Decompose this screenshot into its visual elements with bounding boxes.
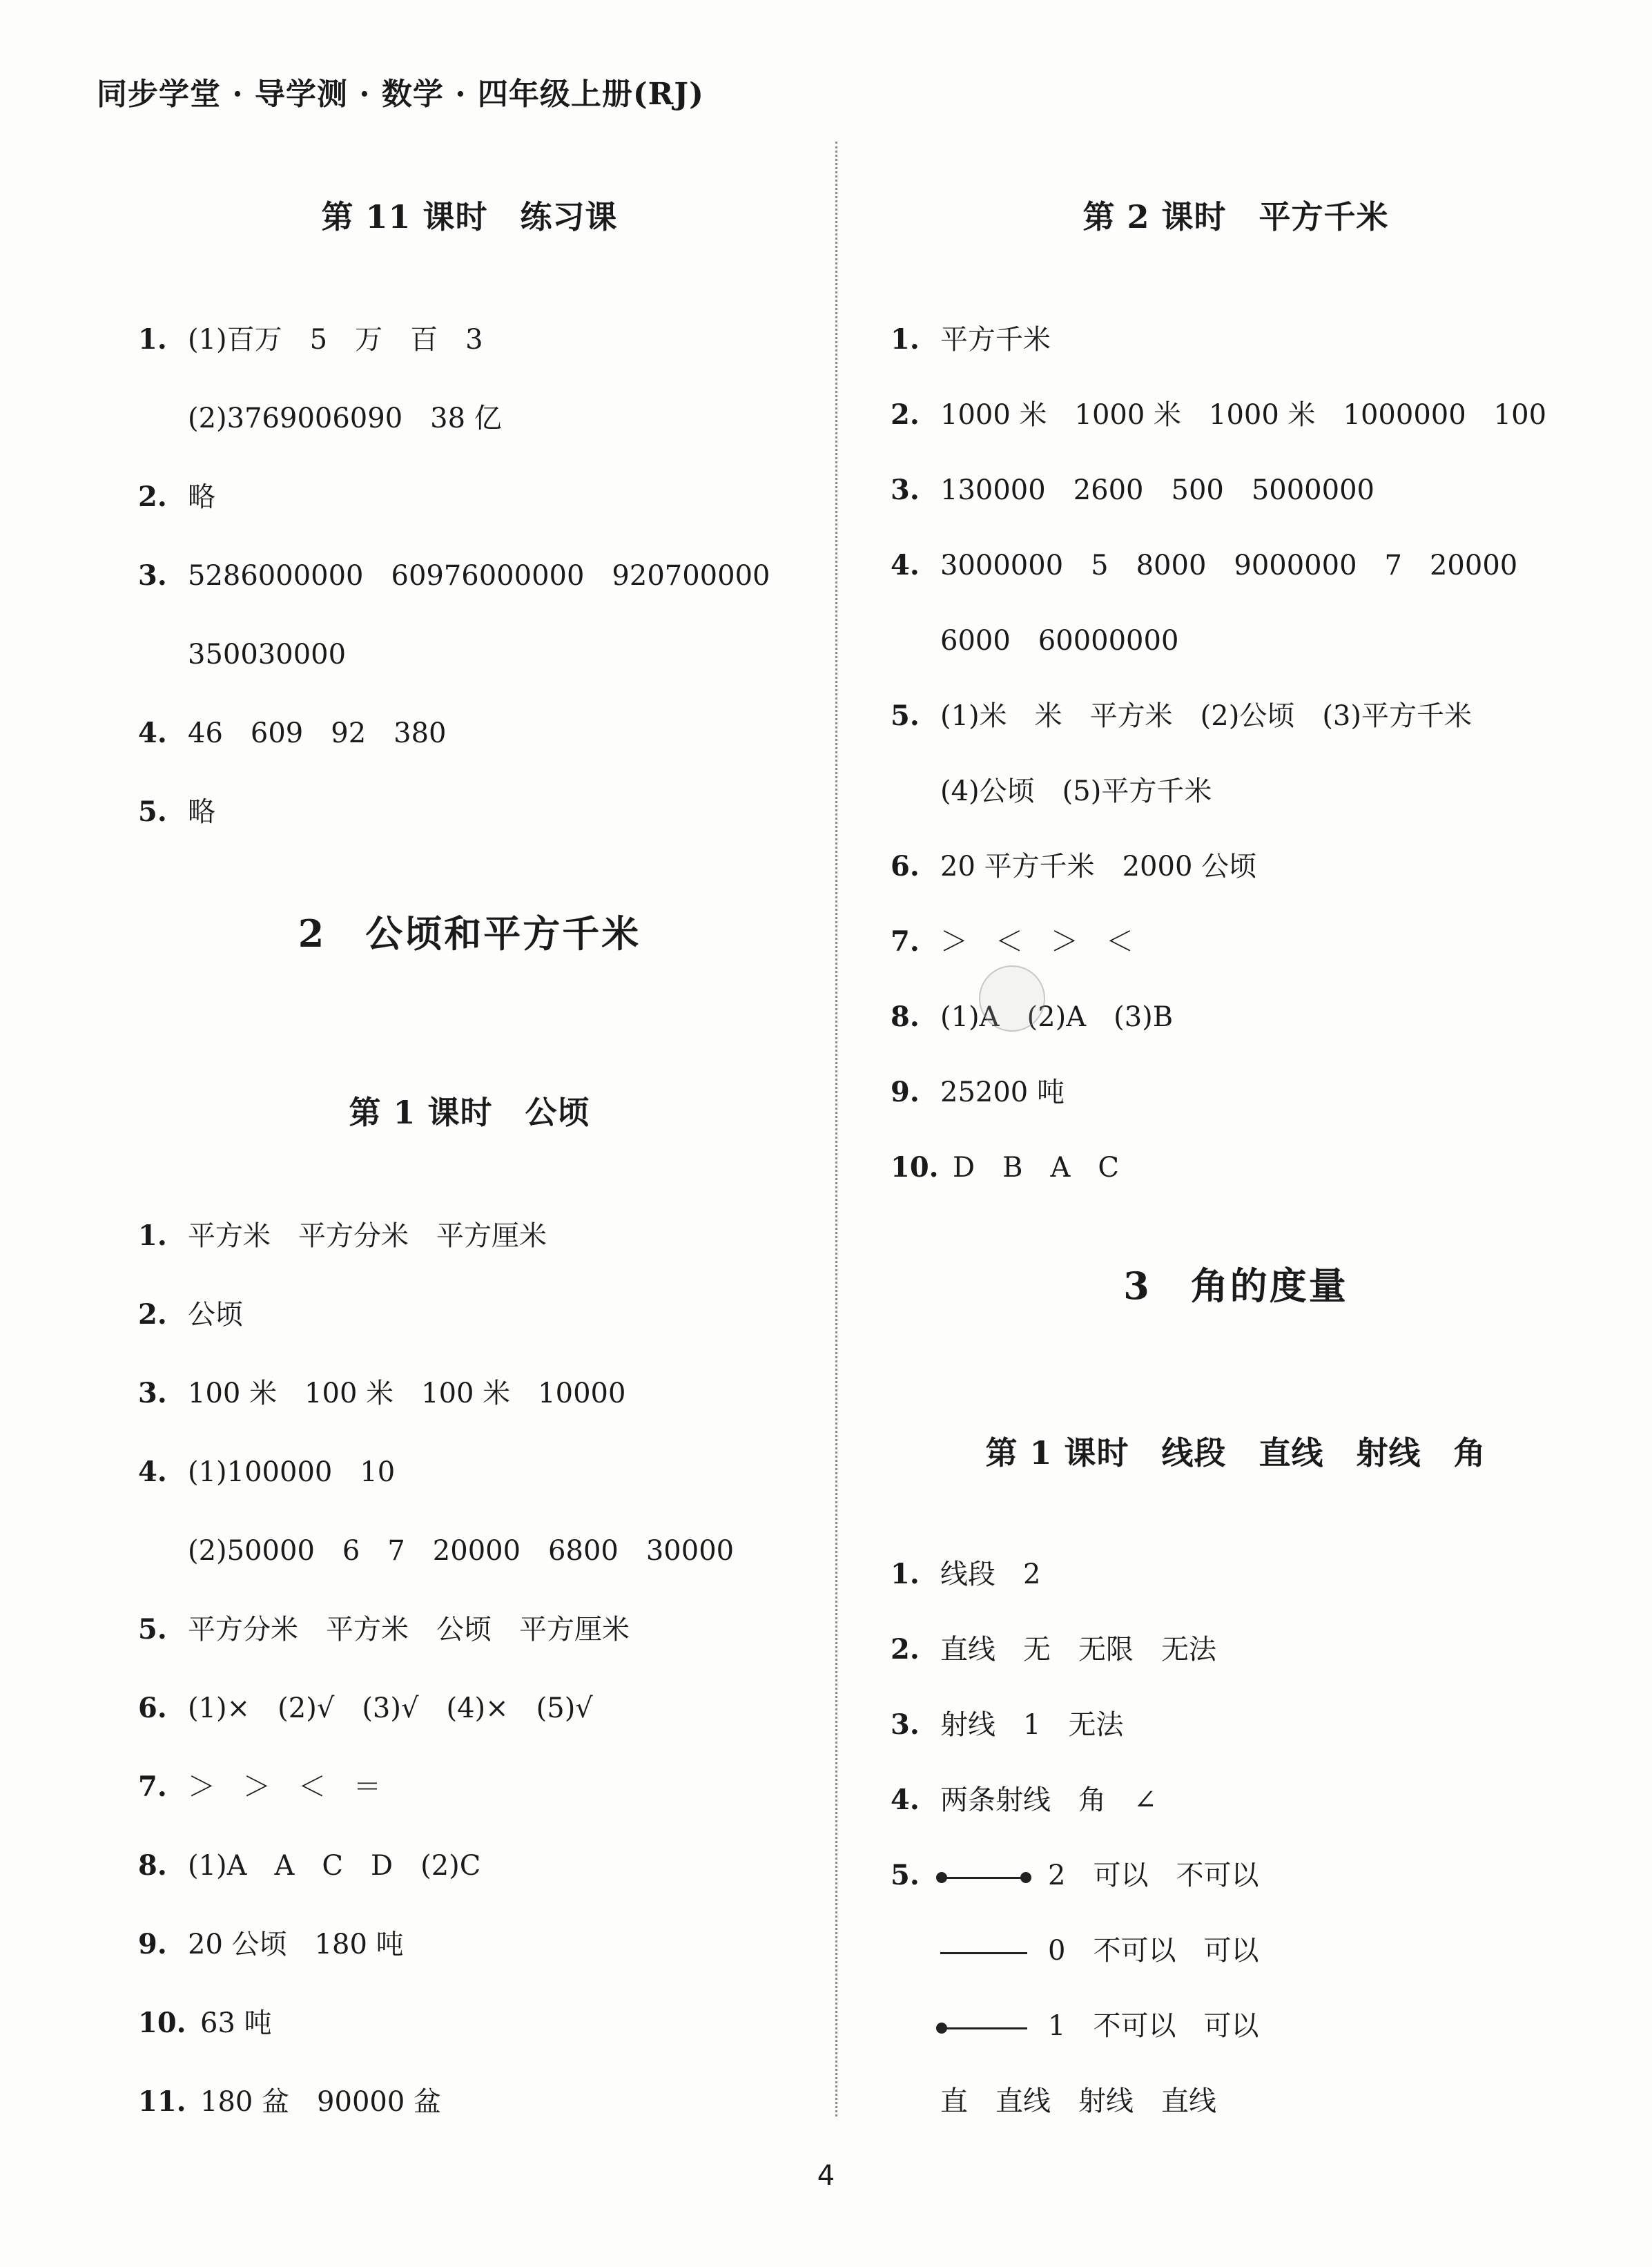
answer-text: 直线 无 无限 无法 xyxy=(940,1634,1216,1666)
lesson-2-1-q1 xyxy=(138,1219,547,1252)
answer-text: 130000 2600 500 5000000 xyxy=(940,474,1374,506)
question-number: 2. xyxy=(138,481,167,513)
lesson-2-1-q6 xyxy=(138,1692,593,1724)
lesson-3-1-title: 第 1 课时 线段 直线 射线 角 xyxy=(985,1434,1486,1472)
answer-text: 180 盆 90000 盆 xyxy=(200,2086,442,2118)
column-divider xyxy=(835,142,837,2116)
question-number: 9. xyxy=(891,1076,920,1108)
answer-text: (1)A (2)A (3)B xyxy=(940,1001,1174,1033)
lesson-2-1-q4 xyxy=(138,1458,395,1486)
answer-text: 1000 米 1000 米 1000 米 1000000 100 xyxy=(940,399,1547,431)
question-number: 5. xyxy=(138,1613,167,1646)
lesson-2-1-title: 第 1 课时 公顷 xyxy=(349,1094,590,1131)
answer-text: 20 平方千米 2000 公顷 xyxy=(940,851,1257,882)
question-number: 3. xyxy=(891,1708,920,1741)
segment-endpoint xyxy=(936,1872,947,1883)
lesson-3-1-q5-ray xyxy=(940,2012,1259,2040)
question-number: 3. xyxy=(891,474,920,506)
lesson-2-1-q3 xyxy=(138,1377,626,1409)
answer-text: (1)米 米 平方米 (2)公顷 (3)平方千米 xyxy=(940,700,1472,732)
answer-text: ＞ ＞ ＜ ＝ xyxy=(188,1771,381,1803)
section-2-title: 2 公顷和平方千米 xyxy=(298,911,641,956)
lesson-11-title: 第 11 课时 练习课 xyxy=(321,198,618,235)
answer-text: 100 米 100 米 100 米 10000 xyxy=(188,1378,626,1409)
question-number: 4. xyxy=(138,1456,167,1488)
question-number: 2. xyxy=(891,398,920,431)
lesson-2-2-q10 xyxy=(891,1151,1119,1184)
lesson-2-2-q9 xyxy=(891,1076,1065,1108)
question-number: 7. xyxy=(138,1771,167,1803)
running-header: 同步学堂 · 导学测 · 数学 · 四年级上册(RJ) xyxy=(97,77,704,112)
question-number: 2. xyxy=(138,1298,167,1331)
lesson-2-2-q4-continued: 6000 60000000 xyxy=(940,625,1179,657)
lesson-2-2-title: 第 2 课时 平方千米 xyxy=(1082,198,1389,235)
answer-text: 5286000000 60976000000 920700000 xyxy=(188,560,770,592)
lesson-2-1-q7 xyxy=(138,1773,381,1801)
question-number: 1. xyxy=(138,1219,167,1252)
question-number: 4. xyxy=(891,1784,920,1816)
answer-text: (1)A A C D (2)C xyxy=(188,1850,481,1882)
lesson-2-1-q2 xyxy=(138,1298,243,1331)
lesson-2-1-q11 xyxy=(138,2085,442,2118)
lesson-3-1-q2 xyxy=(891,1633,1216,1666)
lesson-2-1-q5 xyxy=(138,1613,630,1646)
lesson-2-2-q3 xyxy=(891,476,1374,504)
question-number: 1. xyxy=(138,323,167,356)
answer-text: 略 xyxy=(188,481,215,513)
lesson-2-2-q5 xyxy=(891,702,1472,730)
answer-text: 46 609 92 380 xyxy=(188,717,447,749)
answer-text: 公顷 xyxy=(188,1299,243,1331)
line-segment-figure xyxy=(940,1877,1027,1879)
question-number: 11. xyxy=(138,2085,186,2118)
question-number: 5. xyxy=(138,795,167,828)
lesson-2-2-q7 xyxy=(891,925,1134,958)
answer-text: (1)百万 5 万 百 3 xyxy=(188,324,483,356)
question-number: 6. xyxy=(138,1692,167,1724)
answer-text: 平方米 平方分米 平方厘米 xyxy=(188,1220,547,1252)
lesson-2-1-q4-continued: (2)50000 6 7 20000 6800 30000 xyxy=(188,1535,735,1567)
ray-endpoint xyxy=(936,2023,947,2034)
watermark-stamp xyxy=(979,965,1045,1032)
lesson-2-1-q9 xyxy=(138,1928,404,1960)
lesson-2-2-q4 xyxy=(891,549,1518,581)
answer-text: 3000000 5 8000 9000000 7 20000 xyxy=(940,550,1518,581)
question-number: 4. xyxy=(891,549,920,581)
lesson-2-1-q10 xyxy=(138,2009,272,2037)
question-number: 8. xyxy=(891,1001,920,1033)
answer-text: 63 吨 xyxy=(200,2007,272,2039)
lesson-2-1-q8 xyxy=(138,1849,481,1882)
question-number: 10. xyxy=(891,1151,939,1184)
answer-text: (1)100000 10 xyxy=(188,1456,396,1488)
answer-text: ＞ ＜ ＞ ＜ xyxy=(940,926,1134,958)
lesson-3-1-q5-line xyxy=(940,1937,1259,1965)
question-number: 4. xyxy=(138,717,167,749)
answer-text: 略 xyxy=(188,796,215,828)
question-number: 7. xyxy=(891,925,920,958)
lesson-11-q1 xyxy=(138,323,483,356)
question-number: 10. xyxy=(138,2007,186,2039)
question-number: 6. xyxy=(891,850,920,882)
lesson-3-1-q3 xyxy=(891,1708,1124,1741)
lesson-11-q4 xyxy=(138,717,447,749)
lesson-3-1-q4 xyxy=(891,1786,1157,1814)
answer-text: 0 不可以 可以 xyxy=(1048,1935,1259,1967)
section-3-title: 3 角的度量 xyxy=(1123,1264,1348,1308)
question-number: 9. xyxy=(138,1928,167,1960)
answer-text: 1 不可以 可以 xyxy=(1048,2010,1259,2042)
lesson-3-1-q5-summary: 直 直线 射线 直线 xyxy=(940,2085,1216,2117)
lesson-11-q5 xyxy=(138,795,215,828)
question-number: 3. xyxy=(138,559,167,592)
answer-text: 线段 2 xyxy=(940,1559,1041,1590)
page-number: 4 xyxy=(817,2160,835,2192)
question-number: 1. xyxy=(891,1558,920,1590)
answer-text: 平方分米 平方米 公顷 平方厘米 xyxy=(188,1614,630,1646)
segment-endpoint xyxy=(1020,1872,1031,1883)
lesson-11-q2 xyxy=(138,483,215,511)
question-number: 1. xyxy=(891,323,920,356)
answer-text: D B A C xyxy=(953,1152,1119,1184)
straight-line-figure xyxy=(940,1952,1027,1954)
answer-text: 平方千米 xyxy=(940,324,1051,356)
answer-text: 20 公顷 180 吨 xyxy=(188,1929,404,1960)
lesson-3-1-q1 xyxy=(891,1558,1041,1590)
lesson-2-2-q2 xyxy=(891,398,1547,431)
answer-text: 射线 1 无法 xyxy=(940,1709,1124,1741)
question-number: 5. xyxy=(891,700,920,732)
answer-text: 2 可以 不可以 xyxy=(1048,1860,1259,1891)
lesson-2-2-q5-continued: (4)公顷 (5)平方千米 xyxy=(940,775,1212,807)
lesson-2-2-q1 xyxy=(891,323,1051,356)
question-number: 8. xyxy=(138,1849,167,1882)
question-number: 2. xyxy=(891,1633,920,1666)
lesson-2-2-q6 xyxy=(891,850,1257,882)
question-number: 3. xyxy=(138,1377,167,1409)
lesson-11-q3 xyxy=(138,559,770,592)
ray-figure xyxy=(940,2027,1027,2029)
answer-text: 25200 吨 xyxy=(940,1077,1065,1108)
answer-text: (1)× (2)√ (3)√ (4)× (5)√ xyxy=(188,1692,593,1724)
answer-text: 两条射线 角 ∠ xyxy=(940,1784,1157,1816)
lesson-11-q3-continued: 350030000 xyxy=(188,639,347,671)
lesson-11-q1-continued: (2)3769006090 38 亿 xyxy=(188,403,502,434)
question-number: 5. xyxy=(891,1859,920,1891)
lesson-3-1-q5 xyxy=(891,1859,1259,1891)
